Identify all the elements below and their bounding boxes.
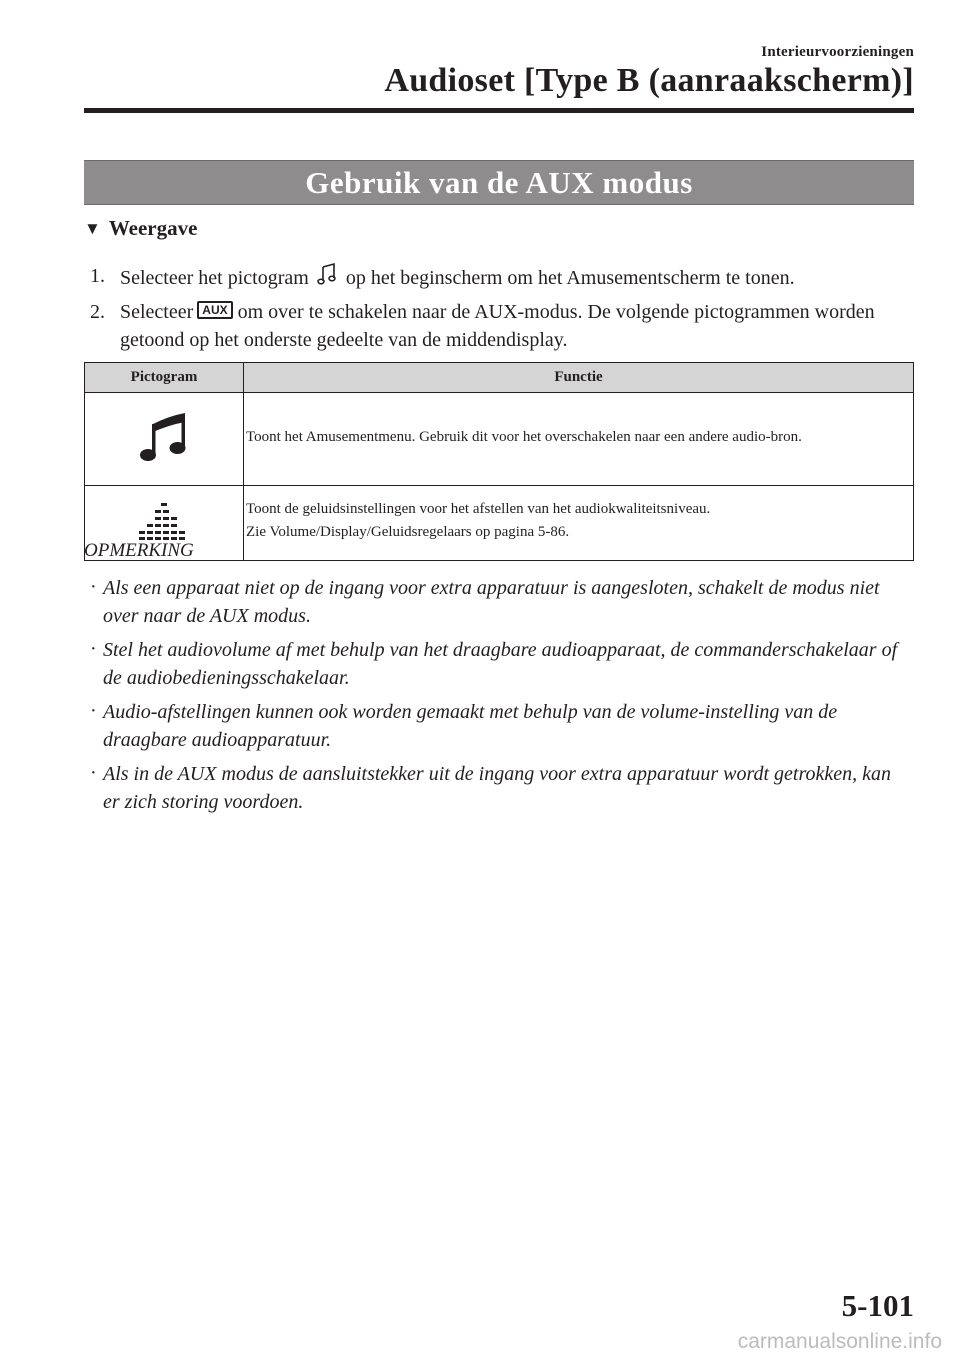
table-icon-cell xyxy=(85,393,244,486)
watermark[interactable]: carmanualsonline.info xyxy=(737,1330,942,1353)
chapter-label: Interieurvoorzieningen xyxy=(761,44,914,60)
step-text-before: Selecteer xyxy=(120,301,194,323)
section-band xyxy=(84,160,914,205)
page-number: 5-101 xyxy=(841,1288,914,1323)
step-number: 2. xyxy=(90,301,105,323)
triangle-marker-icon: ▼ xyxy=(84,218,101,238)
steps-list xyxy=(90,262,910,358)
step-number: 1. xyxy=(90,265,105,287)
header-rule xyxy=(84,108,914,113)
bullet-icon: · xyxy=(90,700,97,722)
table-row xyxy=(85,393,914,486)
step-text-after: op het beginscherm om het Amusementscherm te tonen. xyxy=(345,267,795,289)
note-text: Als een apparaat niet op de ingang voor extra apparatuur is aangesloten, schakelt de modus niet over naar de AUX modus. xyxy=(103,577,880,627)
table-header-functie: Functie xyxy=(244,363,914,393)
bullet-icon: · xyxy=(90,576,97,598)
aux-icon: AUX xyxy=(197,301,232,319)
function-text: Toont het Amusementmenu. Gebruik dit voor het overschakelen naar een andere audio-bron. xyxy=(246,428,802,445)
bullet-icon: · xyxy=(90,638,97,660)
table-row xyxy=(85,486,914,561)
list-item xyxy=(90,698,910,754)
list-item xyxy=(90,574,910,630)
function-reference: Zie Volume/Display/Geluidsregelaars op pagina 5-86. xyxy=(246,524,570,540)
music-note-icon xyxy=(317,262,337,294)
subheading xyxy=(84,216,197,241)
note-text: Stel het audiovolume af met behulp van het draagbare audioapparaat, de commanderschakelaar of de audiobedieningsschakelaar. xyxy=(103,639,898,689)
note-title: OPMERKING xyxy=(84,540,194,561)
list-item xyxy=(90,636,910,692)
list-item xyxy=(90,760,910,816)
table-header-row xyxy=(85,363,914,393)
notes-list xyxy=(90,574,910,822)
step-text-before: Selecteer het pictogram xyxy=(120,267,309,289)
bullet-icon: · xyxy=(90,762,97,784)
page-title: Audioset [Type B (aanraakscherm)] xyxy=(384,62,914,99)
section-title: Gebruik van de AUX modus xyxy=(305,164,693,200)
note-text: Als in de AUX modus de aansluitstekker uit de ingang voor extra apparatuur wordt getrokken, kan er zich storing voordoen. xyxy=(103,763,892,813)
icon-function-table xyxy=(84,362,914,561)
table-function-cell xyxy=(244,486,914,561)
step-2 xyxy=(90,298,910,354)
table-function-cell xyxy=(244,393,914,486)
music-note-icon xyxy=(139,452,189,468)
step-text-after: om over te schakelen naar de AUX-modus. De volgende pictogrammen worden getoond op het onderste gedeelte van de middendisplay. xyxy=(120,301,875,351)
subheading-text: Weergave xyxy=(108,216,198,240)
note-text: Audio-afstellingen kunnen ook worden gemaakt met behulp van de volume-instelling van de draagbare audioapparatuur. xyxy=(103,701,838,751)
step-1 xyxy=(90,262,910,294)
table-header-pictogram: Pictogram xyxy=(85,363,244,393)
function-text: Toont de geluidsinstellingen voor het afstellen van het audiokwaliteitsniveau. xyxy=(246,501,711,517)
